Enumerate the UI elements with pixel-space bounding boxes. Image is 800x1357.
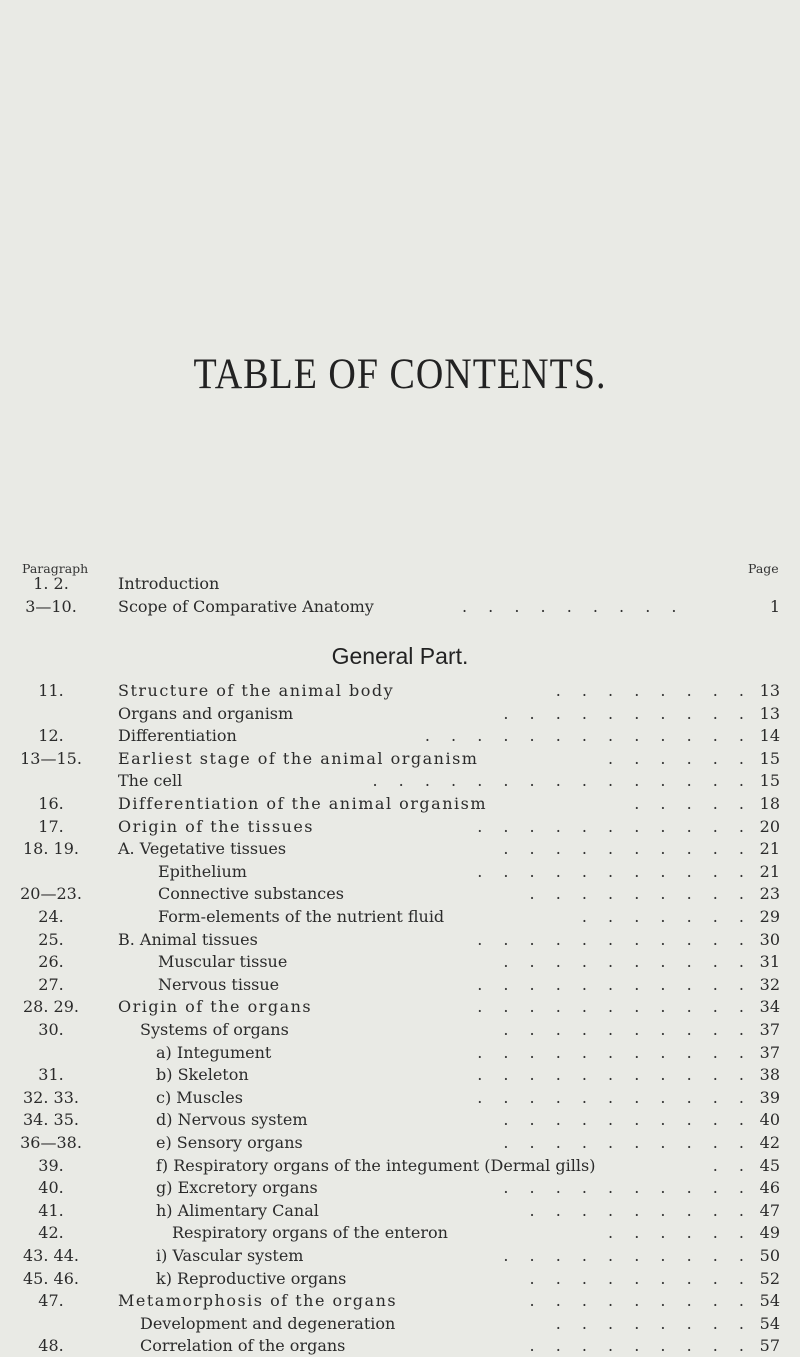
toc-entry [0, 1019, 800, 1041]
page-number: 14 [759, 726, 780, 746]
toc-entry [0, 1132, 800, 1154]
leader-dots: . . [712, 1155, 752, 1175]
leader-dots: . . . . . . . . . . . [477, 861, 752, 881]
page-number: 39 [759, 1087, 780, 1107]
section-title: General Part. [331, 643, 469, 669]
entry-title: Respiratory organs of the enteron [172, 1223, 448, 1243]
paragraph-number: 17. [38, 816, 64, 836]
leader-dots: . . . . . . . . . . . [477, 929, 752, 949]
leader-dots: . . . . . [634, 794, 752, 813]
page-number: 49 [759, 1223, 780, 1243]
leader-dots: . . . . . . . . . . [503, 1110, 752, 1130]
paragraph-number: 34. 35. [23, 1110, 79, 1130]
leader-dots: . . . . . . . . . [529, 1336, 752, 1356]
toc-entry [0, 1200, 800, 1222]
entry-title: Differentiation [118, 726, 237, 746]
entry-title: Muscular tissue [158, 952, 288, 972]
page-number: 46 [759, 1178, 780, 1198]
paragraph-number: 36—38. [20, 1133, 82, 1152]
paragraph-number: 31. [38, 1065, 64, 1085]
toc-entry-scope [0, 596, 800, 618]
page-number: 37 [759, 1020, 780, 1039]
page-number: 13 [759, 703, 780, 723]
page-number: 29 [759, 907, 780, 926]
page-number: 21 [759, 861, 780, 881]
paragraph-number: 26. [38, 952, 64, 972]
page-number: 32 [759, 974, 780, 994]
entry-title: Nervous tissue [158, 974, 280, 994]
paragraph-number: 28. 29. [23, 997, 79, 1017]
entry-title: Metamorphosis of the organs [118, 1291, 398, 1311]
paragraph-number: 48. [38, 1336, 64, 1356]
toc-entry [0, 861, 800, 883]
toc-entry [0, 703, 800, 725]
toc-entry [0, 838, 800, 860]
page-number: 23 [759, 884, 780, 904]
toc-entry [0, 883, 800, 905]
page-number: 13 [759, 681, 780, 700]
entry-title: The cell [118, 771, 183, 791]
toc-entry [0, 793, 800, 815]
paragraph-number: 45. 46. [23, 1268, 79, 1288]
toc-entry [0, 1245, 800, 1267]
toc-entry [0, 1109, 800, 1131]
entry-title: Form-elements of the nutrient fluid [158, 907, 445, 926]
toc-entry [0, 974, 800, 996]
entry-title: Organs and organism [118, 703, 294, 723]
paragraph-number: 42. [38, 1223, 64, 1243]
toc-entry [0, 1087, 800, 1109]
page-number: 54 [759, 1313, 780, 1333]
paragraph-number: 41. [38, 1200, 64, 1220]
entry-title: Epithelium [158, 861, 247, 881]
page-number: 37 [759, 1042, 780, 1062]
leader-dots: . . . . . . . [581, 907, 752, 926]
column-header-page: Page [748, 561, 779, 576]
page-number: 21 [759, 839, 780, 859]
leader-dots: . . . . . . . . . [462, 597, 685, 616]
page-number: 15 [759, 771, 780, 791]
leader-dots: . . . . . . . . . . . [477, 974, 752, 994]
entry-title: f) Respiratory organs of the integument (Dermal gills) [156, 1155, 596, 1175]
entry-title: Development and degeneration [140, 1313, 396, 1333]
leader-dots: . . . . . . . . . . [503, 703, 752, 723]
leader-dots: . . . . . . . . . . . [477, 1042, 752, 1062]
paragraph-number: 12. [38, 726, 64, 746]
entry-title: e) Sensory organs [156, 1133, 303, 1152]
page-number: 38 [759, 1065, 780, 1085]
leader-dots: . . . . . . . . . [529, 1200, 752, 1220]
entry-title: Earliest stage of the animal organism [118, 748, 479, 768]
leader-dots: . . . . . . . . . . . . . [424, 726, 752, 746]
entry-title: Structure of the animal body [118, 681, 395, 700]
leader-dots: . . . . . . . . . . . . . . . [372, 771, 752, 791]
paragraph-number: 11. [38, 681, 64, 700]
toc-entry [0, 748, 800, 770]
leader-dots: . . . . . . [608, 1223, 752, 1243]
entry-title: c) Muscles [156, 1087, 243, 1107]
leader-dots: . . . . . . . . . . [503, 952, 752, 972]
page-number: 40 [759, 1110, 780, 1130]
leader-dots: . . . . . . . . [555, 1313, 752, 1333]
leader-dots: . . . . . . . . . . [503, 1246, 752, 1265]
toc-entry [0, 929, 800, 951]
entry-title: Correlation of the organs [140, 1336, 346, 1356]
page-number: 45 [759, 1155, 780, 1175]
leader-dots: . . . . . . . . . . . [477, 816, 752, 836]
entry-title: A. Vegetative tissues [118, 839, 287, 859]
toc-entry [0, 1290, 800, 1312]
leader-dots: . . . . . . . . . . [503, 1178, 752, 1198]
toc-entry [0, 770, 800, 792]
toc-entry [0, 1222, 800, 1244]
entry-title: B. Animal tissues [118, 929, 258, 949]
page-number: 57 [759, 1336, 780, 1356]
column-header-paragraph: Paragraph [22, 561, 89, 576]
paragraph-number: 24. [38, 907, 64, 926]
leader-dots: . . . . . . . . . [529, 884, 752, 904]
leader-dots: . . . . . . . . . [529, 1291, 752, 1311]
leader-dots: . . . . . . . . . . [503, 1133, 752, 1152]
page-number: 34 [759, 997, 780, 1017]
leader-dots: . . . . . . [608, 748, 752, 768]
entry-title: d) Nervous system [156, 1110, 308, 1130]
page-number: 42 [759, 1133, 780, 1152]
page-number: 52 [759, 1268, 780, 1288]
entry-title: Systems of organs [140, 1020, 289, 1039]
paragraph-number: 16. [38, 794, 64, 813]
toc-entry [0, 1268, 800, 1290]
page-number: 18 [759, 794, 780, 813]
paragraph-number: 25. [38, 929, 64, 949]
leader-dots: . . . . . . . . . [529, 1268, 752, 1288]
paragraph-number: 47. [38, 1291, 64, 1311]
page-number: 30 [759, 929, 780, 949]
page-number: 31 [759, 952, 780, 972]
paragraph-number: 18. 19. [23, 839, 79, 859]
leader-dots: . . . . . . . . . . . [477, 1087, 752, 1107]
page-number: 15 [759, 748, 780, 768]
entry-title: g) Excretory organs [156, 1178, 318, 1198]
entry-title: h) Alimentary Canal [156, 1200, 319, 1220]
toc-entry [0, 680, 800, 702]
toc-entry [0, 1177, 800, 1199]
entry-title: Introduction [118, 574, 220, 593]
entry-title: Origin of the tissues [118, 816, 315, 836]
toc-entry [0, 1155, 800, 1177]
paragraph-number: 30. [38, 1020, 64, 1039]
paragraph-number: 27. [38, 974, 64, 994]
toc-entry [0, 996, 800, 1018]
paragraph-number: 39. [38, 1155, 64, 1175]
paragraph-number: 32. 33. [23, 1087, 79, 1107]
toc-entry-introduction [0, 573, 800, 595]
leader-dots: . . . . . . . . . . [503, 839, 752, 859]
toc-entry [0, 951, 800, 973]
toc-entry [0, 1042, 800, 1064]
paragraph-number: 43. 44. [23, 1246, 79, 1265]
toc-entry [0, 906, 800, 928]
paragraph-number: 3—10. [25, 597, 77, 616]
leader-dots: . . . . . . . . . . . [477, 997, 752, 1017]
page-number: 50 [759, 1246, 780, 1265]
page-number: 1 [769, 597, 780, 616]
entry-title: k) Reproductive organs [156, 1268, 347, 1288]
leader-dots: . . . . . . . . . . [503, 1020, 752, 1039]
toc-entry [0, 725, 800, 747]
toc-entry [0, 1335, 800, 1357]
paragraph-number: 20—23. [20, 884, 82, 904]
leader-dots: . . . . . . . . . . . [477, 1065, 752, 1085]
entry-title: Origin of the organs [118, 997, 313, 1017]
entry-title: Scope of Comparative Anatomy [118, 597, 374, 616]
leader-dots: . . . . . . . . [555, 681, 752, 700]
page-number: 20 [759, 816, 780, 836]
entry-title: Connective substances [158, 884, 344, 904]
toc-entry [0, 1313, 800, 1335]
page-number: 47 [759, 1200, 780, 1220]
entry-title: a) Integument [156, 1042, 272, 1062]
entry-title: i) Vascular system [156, 1246, 304, 1265]
toc-entry [0, 1064, 800, 1086]
page-number: 54 [759, 1291, 780, 1311]
paragraph-number: 13—15. [20, 748, 82, 768]
entry-title: Differentiation of the animal organism [118, 794, 488, 813]
entry-title: b) Skeleton [156, 1065, 249, 1085]
paragraph-number: 40. [38, 1178, 64, 1198]
paragraph-number: 1. 2. [33, 574, 69, 593]
toc-entry [0, 816, 800, 838]
page-title: TABLE OF CONTENTS. [193, 349, 607, 399]
